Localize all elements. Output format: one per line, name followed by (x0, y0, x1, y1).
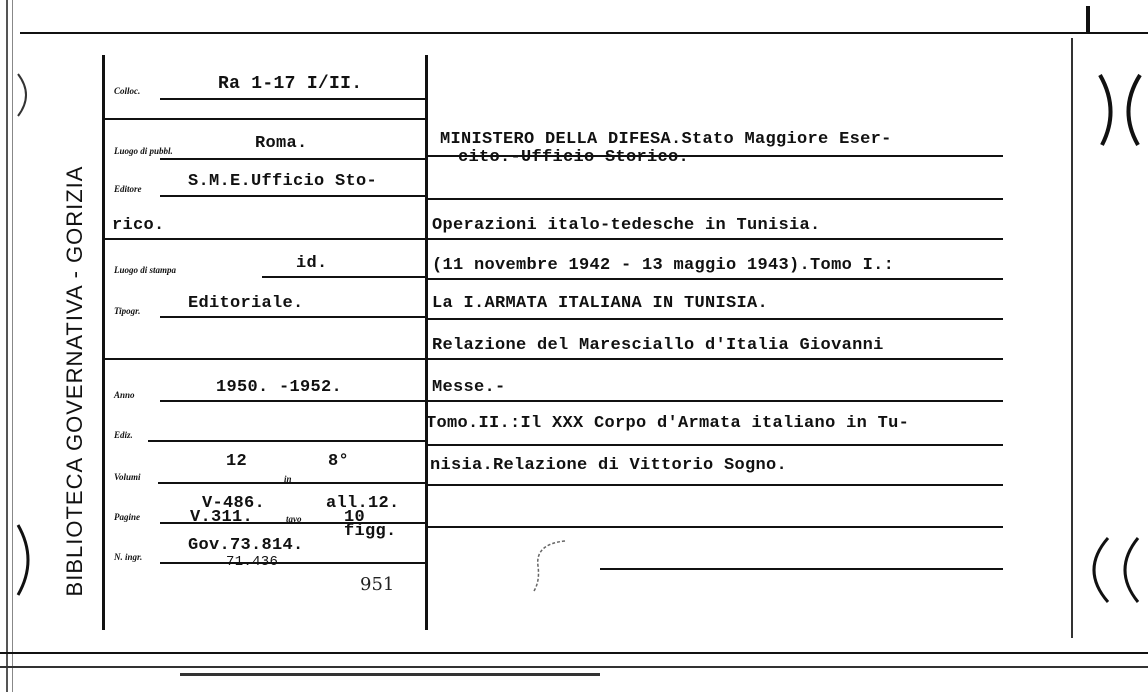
value-anno: 1950. -1952. (216, 378, 343, 397)
desc-line-4: (11 novembre 1942 - 13 maggio 1943).Tomo I.: (432, 256, 895, 275)
rule-colloc (160, 98, 425, 100)
desc-line-7: Messe.- (432, 378, 506, 397)
rule-desc-7 (428, 400, 1003, 402)
rule-desc-2 (428, 198, 1003, 200)
bottom-border-3 (180, 673, 600, 676)
rule-ningr (160, 562, 425, 564)
rule-desc-8 (428, 444, 1003, 446)
value-luogo-pubbl: Roma. (255, 134, 308, 153)
desc-line-5: La I.ARMATA ITALIANA IN TUNISIA. (432, 294, 769, 313)
punch-hole-top (1090, 70, 1148, 150)
label-in: in (284, 474, 292, 484)
value-editore-2: rico. (112, 216, 165, 235)
rule-ediz (148, 440, 425, 442)
rule-desc-5 (428, 318, 1003, 320)
side-title: BIBLIOTECA GOVERNATIVA - GORIZIA (62, 165, 87, 597)
rule-editore (160, 195, 425, 197)
value-formato: 8° (328, 452, 350, 471)
bottom-border-2 (0, 666, 1148, 668)
label-collocazione: Colloc. (114, 86, 141, 96)
left-edge-notch-top (14, 70, 38, 120)
rule-tipogr (160, 316, 425, 318)
rule-desc-6 (428, 358, 1003, 360)
card-left-edge-2 (12, 0, 13, 692)
desc-line-3: Operazioni italo-tedesche in Tunisia. (432, 216, 821, 235)
rule-stampa (262, 276, 425, 278)
rule-anno (160, 400, 425, 402)
rule-desc-10 (428, 526, 1003, 528)
label-luogo-pubbl: Luogo di pubbl. (114, 146, 173, 156)
value-tavole-3: figg. (344, 522, 397, 541)
label-tavole: tavo (286, 514, 302, 524)
value-tipogr: Editoriale. (188, 294, 304, 313)
value-collocazione: Ra 1-17 I/II. (218, 74, 363, 94)
pencil-mark (520, 536, 570, 596)
value-tavole-2: 10 (344, 508, 366, 527)
value-tavole-1: all.12. (326, 494, 400, 513)
desc-line-6: Relazione del Maresciallo d'Italia Giovanni (432, 336, 884, 355)
bottom-border (0, 652, 1148, 654)
value-n-ingr-2: 71.436 (226, 554, 279, 570)
desc-line-2: cito.-Ufficio Storico. (458, 148, 690, 167)
label-pagine: Pagine (114, 512, 140, 522)
rule-luogo (160, 158, 425, 160)
rule-row1 (105, 118, 425, 120)
rule-blank (105, 358, 425, 360)
rule-desc-9 (428, 484, 1003, 486)
rule-desc-11 (600, 568, 1003, 570)
desc-line-9: nisia.Relazione di Vittorio Sogno. (430, 456, 788, 475)
value-volumi: 12 (226, 452, 248, 471)
top-right-tick (1086, 6, 1090, 34)
value-pagine-1: V-486. (202, 494, 266, 513)
desc-line-1: MINISTERO DELLA DIFESA.Stato Maggiore Eser- (440, 130, 892, 149)
middle-column-rule (425, 55, 428, 630)
punch-hole-bottom (1078, 530, 1148, 610)
left-edge-notch (14, 520, 42, 600)
label-anno: Anno (114, 390, 135, 400)
rule-desc-4 (428, 278, 1003, 280)
rule-desc-3 (428, 238, 1003, 240)
value-editore-1: S.M.E.Ufficio Sto- (188, 172, 378, 191)
label-ediz: Ediz. (114, 430, 133, 440)
card-left-edge (6, 0, 8, 692)
value-n-ingr-1: Gov.73.814. (188, 536, 304, 555)
right-column-rule (1071, 38, 1073, 638)
label-luogo-stampa: Luogo di stampa (114, 265, 177, 275)
label-tipogr: Tipogr. (114, 306, 141, 316)
label-n-ingr: N. ingr. (114, 552, 143, 562)
desc-line-8: Tomo.II.:Il XXX Corpo d'Armata italiano in Tu- (426, 414, 910, 433)
rule-editore2 (105, 238, 425, 240)
handwritten-number: 951 (360, 574, 395, 595)
label-editore: Editore (114, 184, 142, 194)
value-pagine-2: V.311. (190, 508, 254, 527)
label-volumi: Volumi (114, 472, 141, 482)
value-luogo-stampa: id. (296, 254, 328, 273)
left-column-rule (102, 55, 105, 630)
top-border (20, 32, 1148, 34)
